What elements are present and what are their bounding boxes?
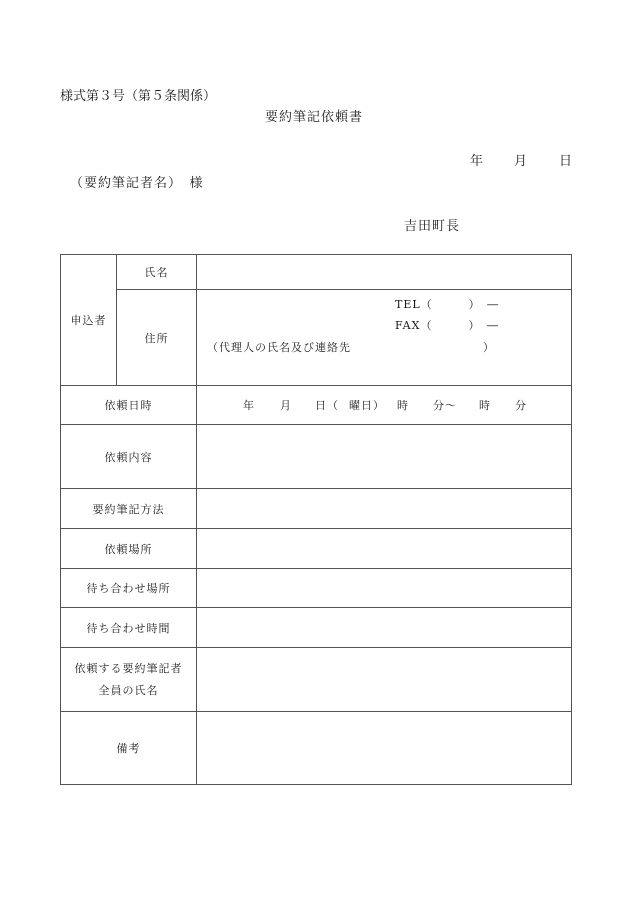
- applicant-label: 申込者: [61, 255, 117, 386]
- addressee: （要約筆記者名） 様: [70, 176, 204, 191]
- proxy-note-close: ）: [483, 341, 495, 354]
- form-number: 様式第３号（第５条関係）: [60, 89, 217, 104]
- writers-label-line1: 依頼する要約筆記者: [74, 661, 183, 675]
- date-month: 月: [514, 154, 528, 169]
- request-form-table: [60, 254, 572, 785]
- datetime-label: 依頼日時: [61, 386, 197, 425]
- dt-year: 年: [243, 399, 255, 412]
- meeting-time-label: 待ち合わせ時間: [61, 608, 197, 648]
- remarks-field[interactable]: [197, 712, 572, 785]
- datetime-field[interactable]: [197, 386, 572, 425]
- dt-hour-from: 時: [397, 399, 409, 412]
- dt-month: 月: [280, 399, 292, 412]
- dt-weekday: 曜日）: [349, 399, 385, 412]
- meeting-time-field[interactable]: [197, 608, 572, 648]
- content-label: 依頼内容: [61, 425, 197, 489]
- address-field[interactable]: [197, 290, 572, 386]
- dt-minute-to: 分: [515, 399, 527, 412]
- writers-label-line2: 全員の氏名: [98, 683, 159, 697]
- date-day: 日: [559, 154, 573, 169]
- address-label: 住所: [117, 290, 197, 386]
- writers-field[interactable]: [197, 648, 572, 712]
- place-label: 依頼場所: [61, 529, 197, 569]
- tel-label: TEL（ ） ―: [395, 298, 500, 311]
- name-field[interactable]: [197, 255, 572, 290]
- method-field[interactable]: [197, 489, 572, 529]
- proxy-note: （代理人の氏名及び連絡先: [207, 341, 351, 354]
- dt-minute-from: 分～: [433, 399, 457, 412]
- date-year: 年: [470, 154, 484, 169]
- fax-label: FAX（ ） ―: [395, 319, 499, 332]
- content-field[interactable]: [197, 425, 572, 489]
- writers-label: [61, 648, 197, 712]
- place-field[interactable]: [197, 529, 572, 569]
- meeting-place-label: 待ち合わせ場所: [61, 569, 197, 608]
- sender: 吉田町長: [404, 219, 461, 234]
- name-label: 氏名: [117, 255, 197, 290]
- form-title: 要約筆記依頼書: [265, 110, 364, 125]
- meeting-place-field[interactable]: [197, 569, 572, 608]
- method-label: 要約筆記方法: [61, 489, 197, 529]
- dt-day: 日（: [315, 399, 339, 412]
- remarks-label: 備考: [61, 712, 197, 785]
- dt-hour-to: 時: [479, 399, 491, 412]
